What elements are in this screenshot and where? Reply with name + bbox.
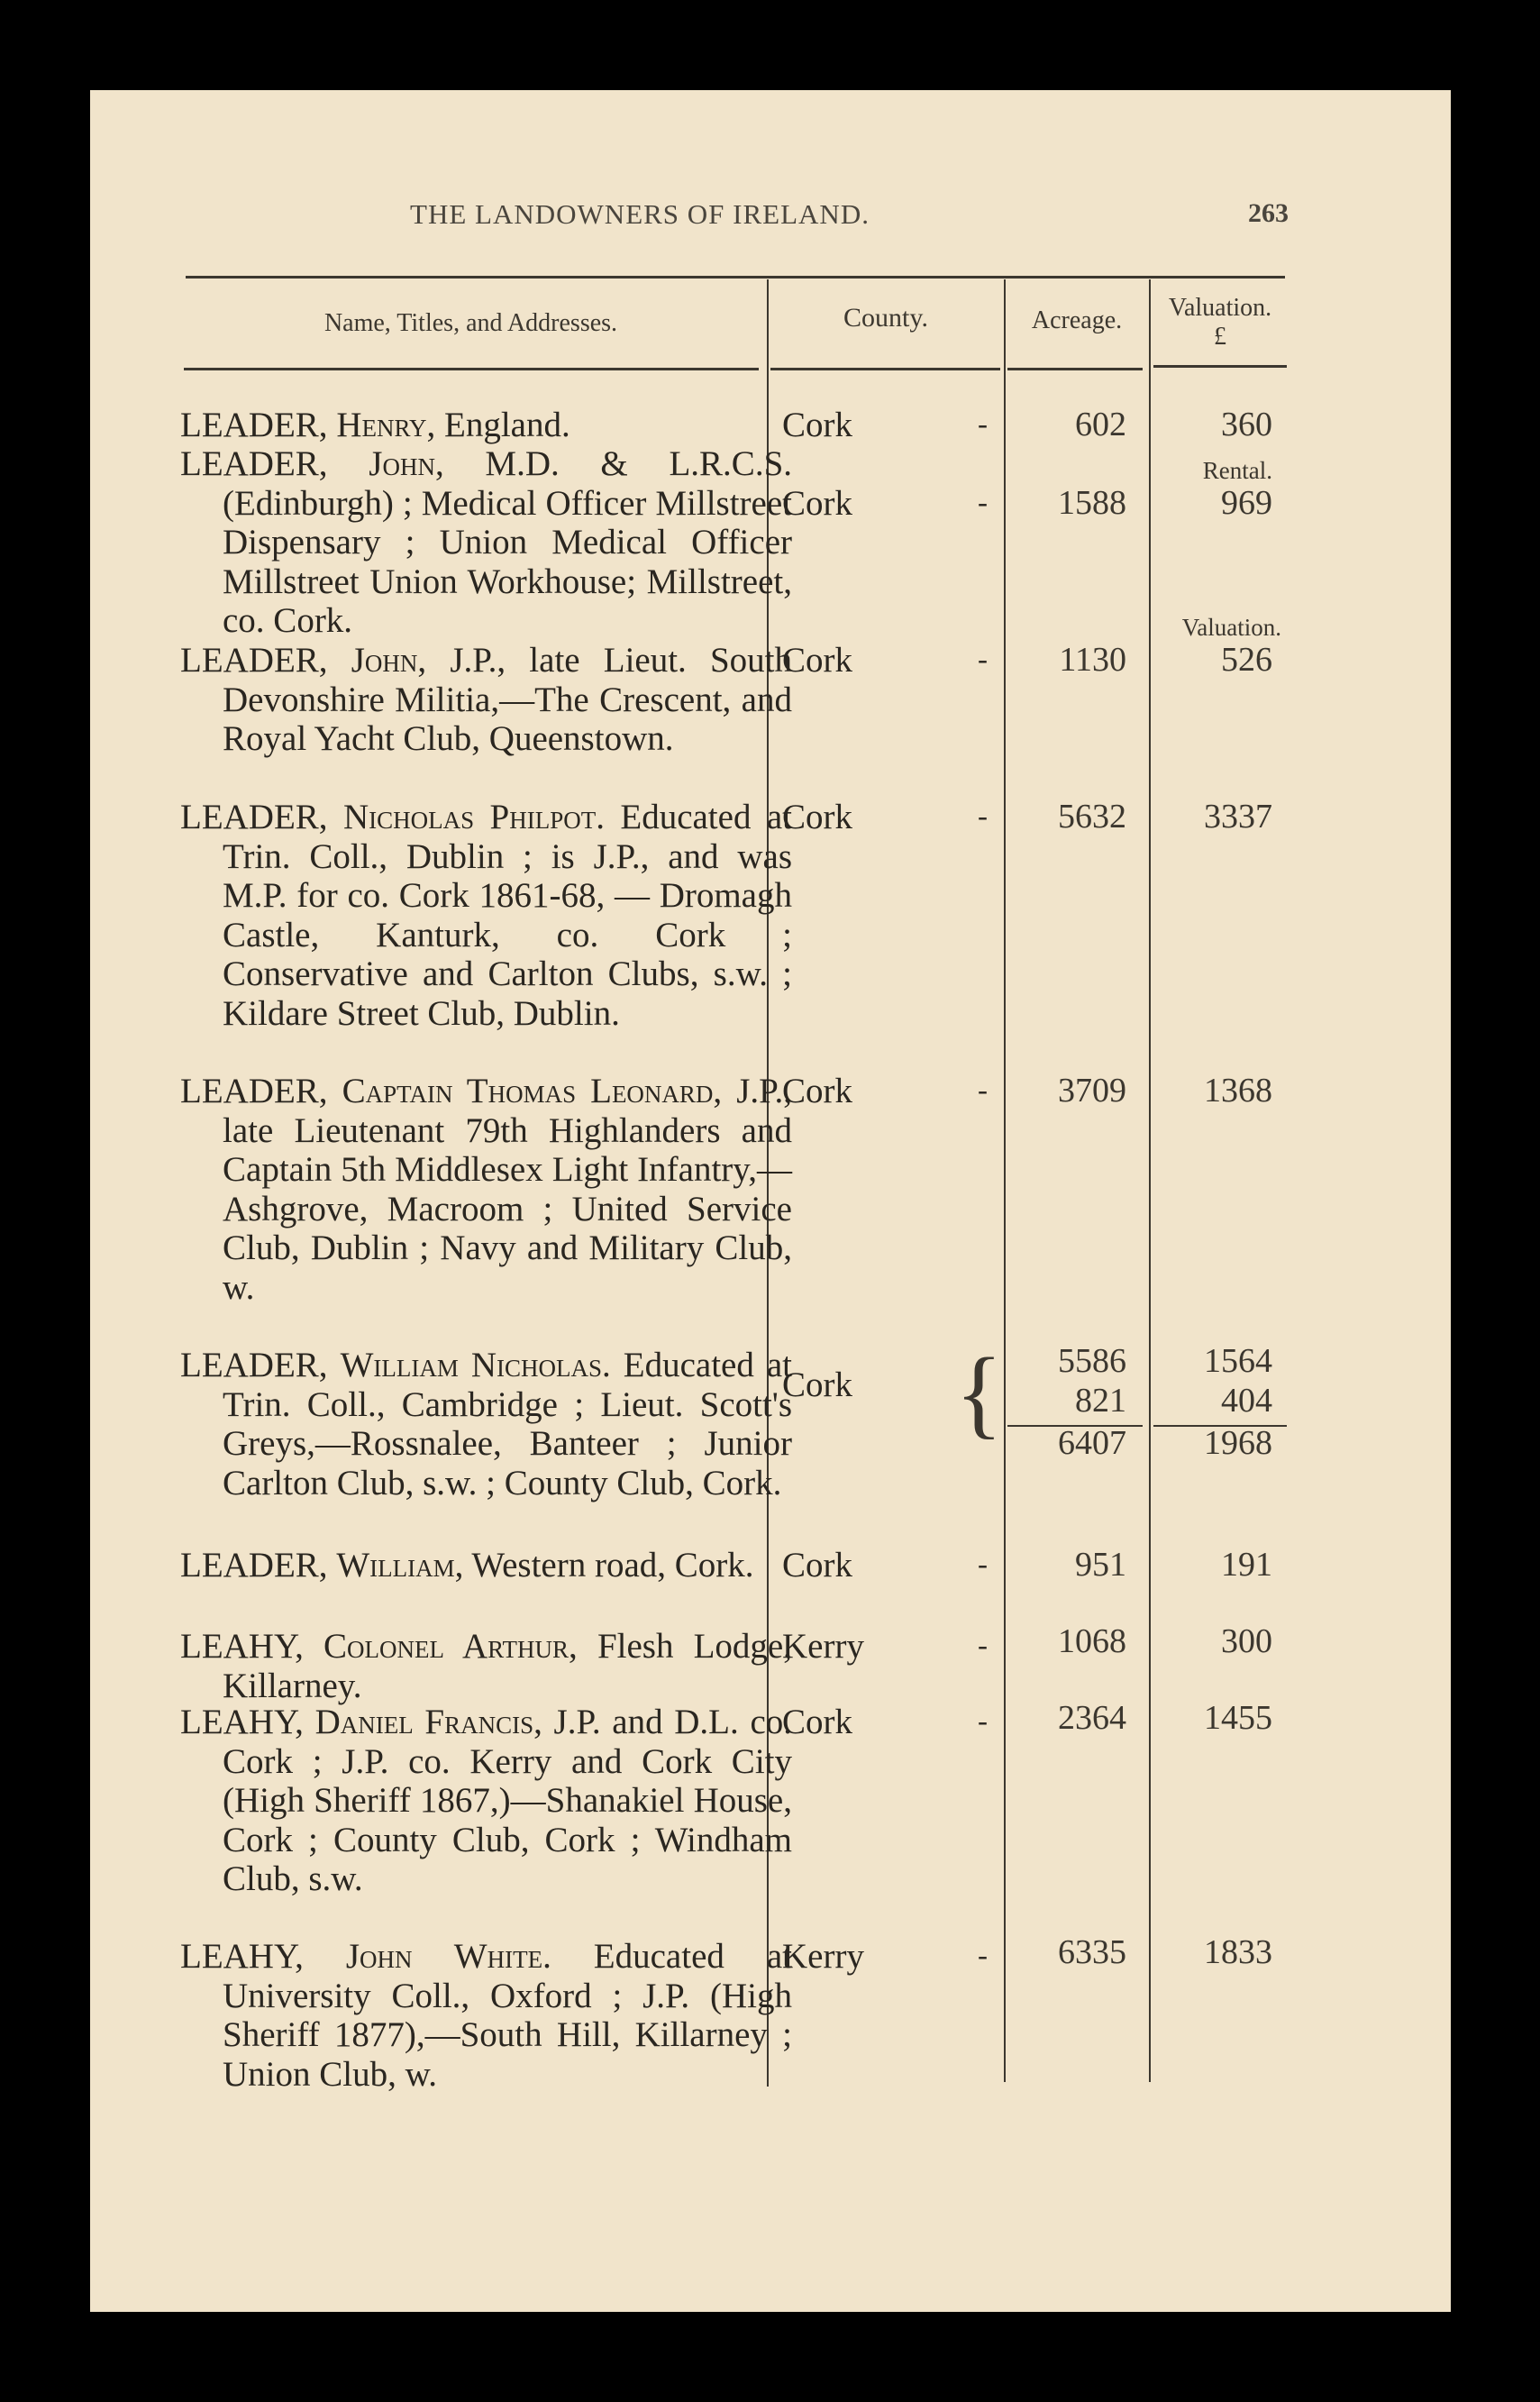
- acreage-cell: 3709: [1058, 1072, 1126, 1110]
- dash: -: [978, 1074, 988, 1107]
- valuation-cell: 191: [1221, 1546, 1272, 1584]
- entry-leader-john-md: LEADER, John, M.D. & L.R.C.S. (Edinburgh) ; Medical Officer Millstreet Dispensary ; Union Medical Officer Millstreet Union Workhouse; Millstreet, co. Cork.: [180, 444, 793, 640]
- dash: -: [978, 1705, 988, 1738]
- page-number: 263: [1248, 198, 1289, 228]
- header-bottom-rule-acreage: [1007, 368, 1143, 370]
- county-cell: Cork: [782, 1546, 852, 1585]
- acreage-cell: 1130: [1059, 641, 1126, 679]
- dash: -: [978, 487, 988, 519]
- column-header-county: County.: [843, 303, 928, 333]
- county-cell: Cork: [782, 484, 852, 523]
- page-title: THE LANDOWNERS OF IRELAND.: [410, 198, 870, 230]
- dash: -: [978, 408, 988, 441]
- valuation-cell: 3337: [1204, 798, 1272, 836]
- acreage-cell: 6335: [1058, 1933, 1126, 1971]
- valuation-total: 1968: [1204, 1424, 1272, 1462]
- valuation-label: Valuation.: [1168, 294, 1272, 322]
- valuation-cell: 300: [1221, 1622, 1272, 1660]
- acreage-cell: 5632: [1058, 798, 1126, 836]
- header-bottom-rule-name: [184, 368, 759, 370]
- county-cell: Cork: [782, 798, 852, 836]
- dash: -: [978, 1940, 988, 1972]
- valuation-note: Valuation.: [1181, 614, 1281, 641]
- valuation-cell: 1455: [1204, 1699, 1272, 1737]
- entry-leader-henry: LEADER, Henry, England.: [180, 406, 570, 444]
- header-top-rule: [186, 276, 1285, 279]
- county-cell: Cork: [782, 406, 852, 444]
- column-header-acreage: Acreage.: [1031, 306, 1123, 334]
- header-bottom-rule-valuation: [1153, 365, 1287, 368]
- acreage-part-2: 821: [1075, 1382, 1126, 1420]
- county-cell: Cork: [782, 641, 852, 680]
- column-header-name: Name, Titles, and Addresses.: [323, 309, 618, 337]
- header-bottom-rule-county: [770, 368, 1000, 370]
- acreage-cell: 951: [1075, 1546, 1126, 1584]
- column-header-valuation: [1152, 294, 1289, 352]
- acreage-cell: 1068: [1058, 1622, 1126, 1660]
- acreage-total: 6407: [1058, 1424, 1126, 1462]
- column-divider-2: [1004, 279, 1006, 2082]
- valuation-cell: 360: [1221, 406, 1272, 443]
- valuation-cell: 1368: [1204, 1072, 1272, 1110]
- entry-leahy-daniel: LEAHY, Daniel Francis, J.P. and D.L. co. Cork ; J.P. co. Kerry and Cork City (High Sheriff 1867,)—Shanakiel House, Cork ; County Club, Cork ; Windham Club, s.w.: [180, 1703, 793, 1898]
- county-cell: Kerry: [782, 1937, 864, 1976]
- acreage-cell: 602: [1075, 406, 1126, 443]
- entry-leader-william: LEADER, William, Western road, Cork.: [180, 1546, 754, 1585]
- entry-leader-nicholas: LEADER, Nicholas Philpot. Educated at Trin. Coll., Dublin ; is J.P., and was M.P. for co. Cork 1861-68, — Dromagh Castle, Kanturk, co. Cork ; Conservative and Carlton Clubs, s.w. ; Kildare Street Club, Dublin.: [180, 798, 792, 1033]
- valuation-part-2: 404: [1221, 1382, 1272, 1420]
- column-divider-3: [1149, 279, 1151, 2082]
- dash: -: [978, 800, 988, 833]
- entry-leahy-john-white: LEAHY, John White. Educated at University Coll., Oxford ; J.P. (High Sheriff 1877),—South Hill, Killarney ; Union Club, w.: [180, 1937, 792, 2094]
- county-cell: Cork: [782, 1365, 852, 1404]
- entry-leader-william-nicholas: LEADER, William Nicholas. Educated at Trin. Coll., Cambridge ; Lieut. Scott's Greys,—Rossnalee, Banteer ; Junior Carlton Club, s.w. ; County Club, Cork.: [180, 1346, 792, 1502]
- brace-glyph: {: [955, 1338, 1003, 1448]
- valuation-cell: 526: [1221, 641, 1272, 679]
- rental-note: Rental.: [1202, 457, 1272, 484]
- dash: -: [978, 1630, 988, 1662]
- entry-leader-thomas: LEADER, Captain Thomas Leonard, J.P., late Lieutenant 79th Highlanders and Captain 5th Middlesex Light Infantry,—Ashgrove, Macroom ; United Service Club, Dublin ; Navy and Military Club, w.: [180, 1072, 793, 1307]
- county-cell: Kerry: [782, 1627, 864, 1666]
- valuation-cell: 969: [1221, 484, 1272, 522]
- entry-leader-john-jp: LEADER, John, J.P., late Lieut. South Devonshire Militia,—The Crescent, and Royal Yacht Club, Queenstown.: [180, 641, 792, 758]
- dash: -: [978, 644, 988, 676]
- valuation-part-1: 1564: [1204, 1342, 1272, 1380]
- acreage-cell: 1588: [1058, 484, 1126, 522]
- county-cell: Cork: [782, 1703, 852, 1741]
- valuation-cell: 1833: [1204, 1933, 1272, 1971]
- entry-leahy-arthur: LEAHY, Colonel Arthur, Flesh Lodge, Killarney.: [180, 1627, 792, 1705]
- county-cell: Cork: [782, 1072, 852, 1110]
- dash: -: [978, 1548, 988, 1581]
- acreage-cell: 2364: [1058, 1699, 1126, 1737]
- running-head: [180, 198, 1289, 252]
- acreage-part-1: 5586: [1058, 1342, 1126, 1380]
- valuation-unit: £: [1214, 323, 1226, 351]
